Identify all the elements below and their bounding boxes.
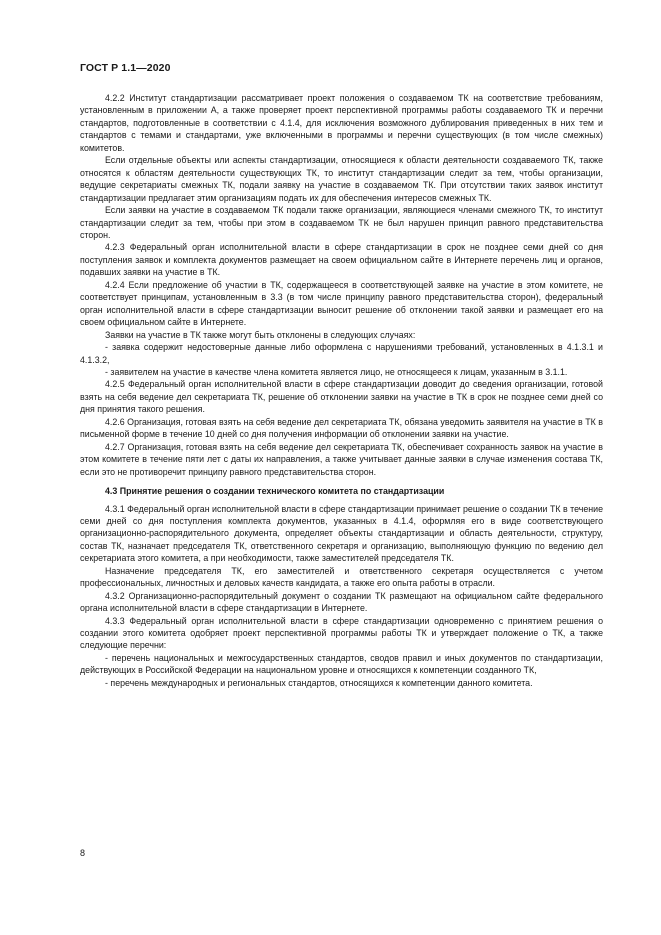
paragraph: 4.2.2 Институт стандартизации рассматривает проект положения о создаваемом ТК на соответствие требованиям, установленным в приложении А, а также проверяет проект перспективной программы работы создаваемого ТК и перечни стандартов, подготовленные в соответствии с 4.1.4, для исключения возможного дублирования приведенных в них тем и стандартов с темами и стандартами, уже включенными в программы и перечни существующих (в том числе смежных) комитетов.: [80, 93, 603, 153]
list-item: - перечень международных и региональных стандартов, относящихся к компетенции данного комитета.: [105, 677, 533, 688]
paragraph: 4.2.7 Организация, готовая взять на себя ведение дел секретариата ТК, обеспечивает сохранность заявок на участие в этом комитете в течение пяти лет с даты их направления, а также учитывает данные заявки в случае изменения состава ТК, если это не противоречит принципу равного представительства сторон.: [80, 441, 603, 477]
paragraph: 4.3.2 Организационно-распорядительный документ о создании ТК размещают на официальном сайте федерального органа исполнительной власти в сфере стандартизации в Интернете.: [80, 590, 603, 614]
paragraph: Назначение председателя ТК, его заместителей и ответственного секретаря осуществляется с учетом профессиональных, личностных и деловых качеств кандидата, а также его опыта работы в отрасли.: [80, 565, 603, 589]
list-item: - перечень национальных и межгосударственных стандартов, сводов правил и иных документов по стандартизации, действующих в Российской Федерации на национальном уровне и относящихся к компетенции созданного ТК,: [80, 652, 603, 676]
list-item: - заявка содержит недостоверные данные либо оформлена с нарушениями требований, установленных в 4.1.3.1 и 4.1.3.2,: [80, 342, 603, 365]
section-heading: 4.3 Принятие решения о создании технического комитета по стандартизации: [105, 486, 445, 497]
paragraph: Если отдельные объекты или аспекты стандартизации, относящиеся к области деятельности создаваемого ТК, также относятся к областям деятельности существующих ТК, то институт стандартизации следит за тем, чтобы организации, ведущие секретариаты смежных ТК, подали заявку на участие в создаваемом ТК. При отсутствии таких заявок институт стандартизации предлагает этим организациям подать их для обеспечения интересов смежных ТК.: [80, 155, 603, 203]
list-item: - заявителем на участие в качестве члена комитета является лицо, не относящееся к лицам, указанным в 3.1.1.: [105, 366, 568, 377]
paragraph: 4.2.6 Организация, готовая взять на себя ведение дел секретариата ТК, обязана уведомить заявителя на участие в ТК в письменной форме в течение 10 дней со дня получения информации об отклонении заявки на участие.: [80, 416, 603, 440]
page-number: 8: [80, 848, 86, 858]
paragraph: 4.2.4 Если предложение об участии в ТК, содержащееся в соответствующей заявке на участие в этом комитете, не соответствует принципам, установленным в 3.3 (в том числе принципу равного представительства сторон), федеральный орган исполнительной власти в сфере стандартизации выносит решение об отклонении такой заявки и размещает его на своем официальном сайте в Интернете.: [80, 279, 603, 328]
paragraph: Заявки на участие в ТК также могут быть отклонены в следующих случаях:: [105, 329, 416, 340]
document-header: ГОСТ Р 1.1—2020: [80, 62, 171, 74]
document-body: [80, 92, 603, 689]
paragraph: 4.3.3 Федеральный орган исполнительной власти в сфере стандартизации одновременно с принятием решения о создании этого комитета одобряет проект перспективной программы работы ТК и утверждает положение о ТК, а также следующие перечни:: [80, 615, 603, 651]
paragraph: 4.3.1 Федеральный орган исполнительной власти в сфере стандартизации принимает решение о создании ТК в течение семи дней со дня поступления комплекта документов, указанных в 4.1.4, оформляя его в виде соответствующего организационно-распорядительного документа, определяет объекты стандартизации и область деятельности, структуру, состав ТК, назначает председателя ТК, ответственного секретаря и организацию, выполняющую функцию по ведению дел секретариата этого комитета, а при необходимости, также заместителей председателя ТК.: [80, 503, 603, 564]
paragraph: Если заявки на участие в создаваемом ТК подали также организации, являющиеся членами смежного ТК, то институт стандартизации следит за тем, чтобы при этом в создаваемом ТК не был нарушен принцип равного представительства сторон.: [80, 205, 603, 240]
paragraph: 4.2.5 Федеральный орган исполнительной власти в сфере стандартизации доводит до сведения организации, готовой взять на себя ведение дел секретариата ТК, решение об отклонении заявки на участие в ТК в срок не позднее семи дней со дня принятия такого решения.: [80, 379, 603, 415]
paragraph: 4.2.3 Федеральный орган исполнительной власти в сфере стандартизации в срок не позднее семи дней со дня поступления заявок и комплекта документов размещает на своем официальном сайте в Интернете перечень лиц и органов, подавших заявки на участие в ТК.: [80, 242, 603, 278]
